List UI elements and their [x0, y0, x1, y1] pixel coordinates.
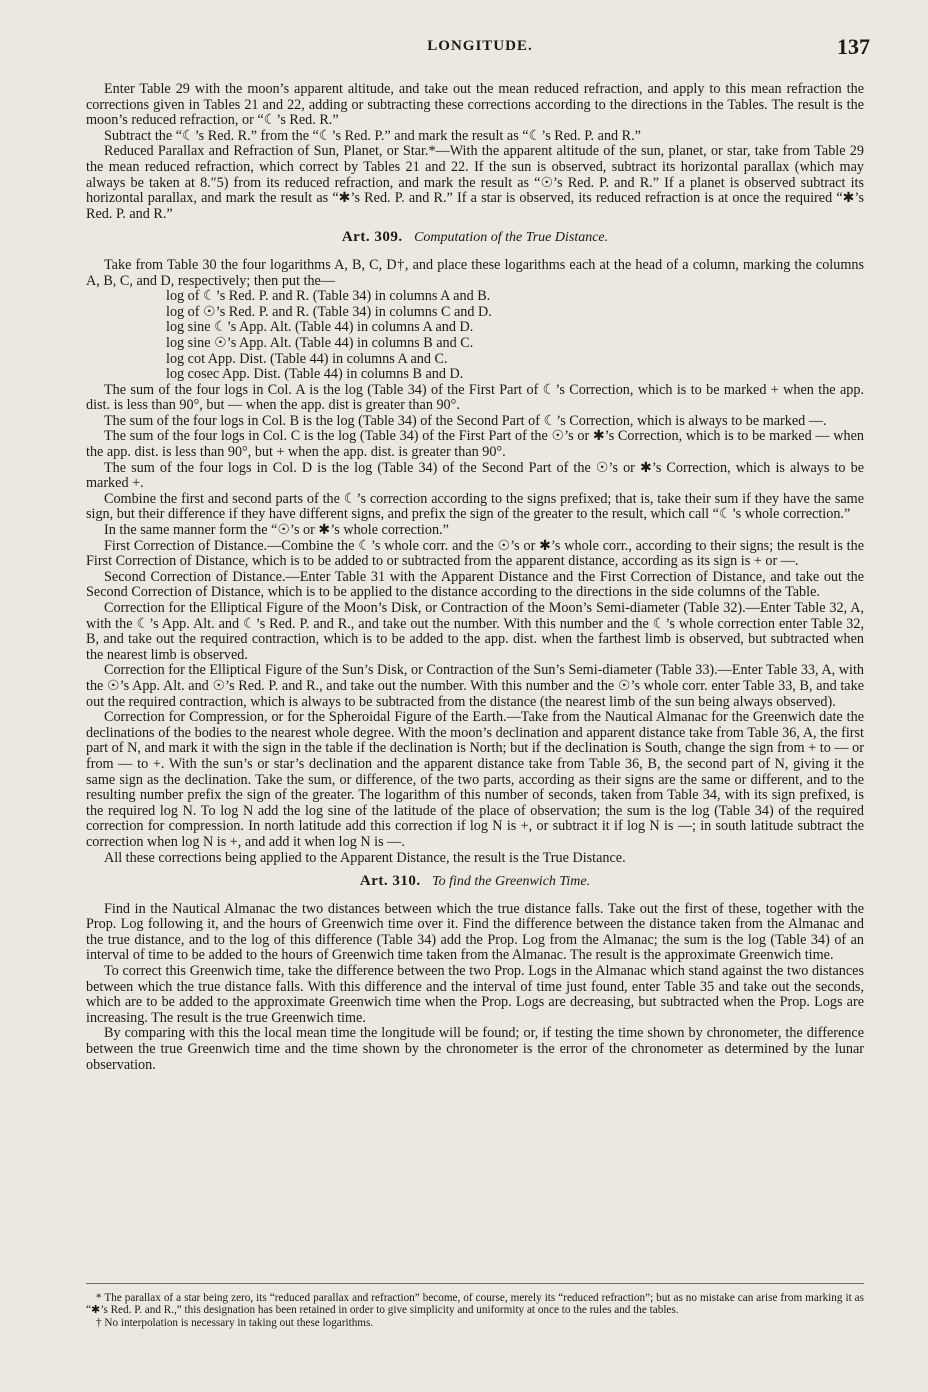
footnote: † No interpolation is necessary in taking out these logarithms.: [96, 1316, 374, 1329]
paragraph: Subtract the “☾’s Red. R.” from the “☾’s Red. P.” and mark the result as “☾’s Red. P. and R.”: [104, 127, 641, 144]
log-list-item: log of ☾’s Red. P. and R. (Table 34) in columns A and B.: [166, 288, 491, 305]
paragraph: All these corrections being applied to the Apparent Distance, the result is the True Distance.: [104, 849, 626, 866]
paragraph: Combine the first and second parts of the ☾’s correction according to the signs prefixed; that is, take their sum if they have the same sign, but their difference if they have different signs, and prefix the sign of the greater to the result, which call “☾’s whole correction.”: [86, 490, 864, 523]
paragraph: Reduced Parallax and Refraction of Sun, Planet, or Star.*—With the apparent altitude of the sun, planet, or star, take from Table 29 the mean reduced refraction, which correct by Tables 21 and 22. If the sun is observed, subtract its horizontal parallax (which may always be taken at 8.″5) from its reduced refraction, and mark the result as “☉’s Red. P. and R.” If a planet is observed subtract its horizontal parallax, and mark the result as “✱’s Red. P. and R.” If a star is observed, its reduced refraction is at once the required “✱’s Red. P. and R.”: [86, 143, 864, 222]
article-title: Computation of the True Distance.: [414, 230, 609, 246]
log-list-item: log sine ☉’s App. Alt. (Table 44) in columns B and C.: [166, 334, 474, 351]
paragraph: In the same manner form the “☉’s or ✱’s whole correction.”: [104, 522, 449, 539]
log-list-item: log cot App. Dist. (Table 44) in columns A and C.: [166, 350, 448, 367]
paragraph: First Correction of Distance.—Combine the ☾’s whole corr. and the ☉’s or ✱’s whole corr., according to their signs; the result is the First Correction of Distance, which is to be added to or subtracted from the apparent distance, according as its sign is + or —.: [86, 537, 864, 570]
paragraph: Correction for Compression, or for the Spheroidal Figure of the Earth.—Take from the Nautical Almanac for the Greenwich date the declinations of the bodies to the nearest whole degree. With the moon’s declination and apparent distance take from Table 36, A, the first part of N, and mark it with the sign in the table if the declination is North; but if the declination is South, change the sign from + to — or from — to +. With the sun’s or star’s declination and the apparent distance take from Table 36, B, the second part of N, giving it the same sign as the declination. Take the sum, or difference, of the two parts, according as their signs are the same or different, and to the resulting number prefix the sign of the greater. The logarithm of this number of seconds, taken from Table 34, with its sign prefixed, is the required log N. To log N add the log sine of the latitude of the place of observation; the sum is the log (Table 34) of the required correction for compression. In north latitude add this correction if log N is +, or subtract it if log N is —; in south latitude subtract the correction when log N is +, and add it when log N is —.: [86, 709, 864, 850]
paragraph: Find in the Nautical Almanac the two distances between which the true distance falls. Take out the first of these, together with the Prop. Log following it, and the hours of Greenwich time over it. Find the difference between the distance taken from the Almanac and the true distance, and to the log of this difference (Table 34) add the Prop. Log from the Almanac; the sum is the log (Table 34) of an interval of time to be added to the hours of Greenwich time taken from the Almanac. The result is the approximate Greenwich time.: [86, 900, 864, 964]
article-number: Art. 310.: [359, 873, 421, 890]
paragraph: To correct this Greenwich time, take the difference between the two Prop. Logs in the Almanac which stand against the two distances between which the true distance falls. With this difference and the interval of time just found, enter Table 35 and take out the seconds, which are to be added to the approximate Greenwich time when the Prop. Logs are decreasing, but subtracted when the Prop. Logs are increasing. The result is the true Greenwich time.: [86, 963, 864, 1026]
paragraph: By comparing with this the local mean time the longitude will be found; or, if testing the time shown by chronometer, the difference between the true Greenwich time and the time shown by the chronometer is the error of the chronometer as determined by the lunar observation.: [86, 1025, 864, 1073]
paragraph: The sum of the four logs in Col. C is the log (Table 34) of the First Part of the ☉’s or ✱’s Correction, which is to be marked — when the app. dist. is less than 90°, but + when the app. dist. is greater than 90°.: [86, 428, 864, 461]
paragraph: Second Correction of Distance.—Enter Table 31 with the Apparent Distance and the First Correction of Distance, and take out the Second Correction of Distance, which is to be applied to the distance according to the directions in the side columns of the Table.: [86, 568, 864, 601]
paragraph: The sum of the four logs in Col. D is the log (Table 34) of the Second Part of the ☉’s or ✱’s Correction, which is always to be marked +.: [86, 459, 864, 492]
log-list: [166, 289, 864, 383]
footnotes: [86, 1283, 864, 1329]
log-list-item: log sine ☾’s App. Alt. (Table 44) in columns A and D.: [166, 319, 474, 336]
footnote: * The parallax of a star being zero, its “reduced parallax and refraction” become, of course, merely its “reduced refraction”; but as no mistake can arise from marking it as “✱’s Red. P. and R.,” this designation has been retained in order to give simplicity and uniformity at once to the rules and the tables.: [86, 1292, 864, 1317]
article-number: Art. 309.: [341, 229, 403, 246]
paragraph: Take from Table 30 the four logarithms A, B, C, D†, and place these logarithms each at the head of a column, marking the columns A, B, C, and D, respectively; then put the—: [86, 256, 864, 289]
paragraph: The sum of the four logs in Col. A is the log (Table 34) of the First Part of ☾’s Correction, which is to be marked + when the app. dist. is less than 90°, but — when the app. dist is greater than 90°.: [86, 381, 864, 414]
log-list-item: log of ☉’s Red. P. and R. (Table 34) in columns C and D.: [166, 303, 492, 320]
section-heading-310: [86, 874, 864, 890]
paragraph: Enter Table 29 with the moon’s apparent altitude, and take out the mean reduced refraction, and apply to this mean refraction the corrections given in Tables 21 and 22, adding or subtracting these corrections according to the directions in the Tables. The result is the moon’s reduced refraction, or “☾’s Red. R.”: [86, 81, 864, 129]
section-heading-309: [86, 230, 864, 246]
article-title: To find the Greenwich Time.: [432, 874, 591, 890]
page-number: 137: [837, 34, 870, 59]
log-list-item: log cosec App. Dist. (Table 44) in columns B and D.: [166, 366, 464, 383]
running-title: LONGITUDE.: [427, 38, 533, 54]
paragraph: The sum of the four logs in Col. B is the log (Table 34) of the Second Part of ☾’s Correction, which is always to be marked —.: [104, 412, 827, 429]
running-header: [90, 36, 870, 64]
main-text: [86, 82, 864, 1073]
paragraph: Correction for the Elliptical Figure of the Moon’s Disk, or Contraction of the Moon’s Semi-diameter (Table 32).—Enter Table 32, A, with the ☾’s App. Alt. and ☾’s Red. P. and R., and take out the number. With this number and the ☾’s whole correction enter Table 32, B, and take out the required contraction, which is to be added to the app. dist. when the farthest limb is observed, but subtracted when the nearest limb is observed.: [86, 600, 864, 663]
paragraph: Correction for the Elliptical Figure of the Sun’s Disk, or Contraction of the Sun’s Semi-diameter (Table 33).—Enter Table 33, A, with the ☉’s App. Alt. and ☉’s Red. P. and R., and take out the number. With this number and the ☉’s whole corr. enter Table 33, B, and take out the required contraction, which is always to be subtracted from the distance (the nearest limb of the sun being always observed).: [86, 662, 864, 710]
